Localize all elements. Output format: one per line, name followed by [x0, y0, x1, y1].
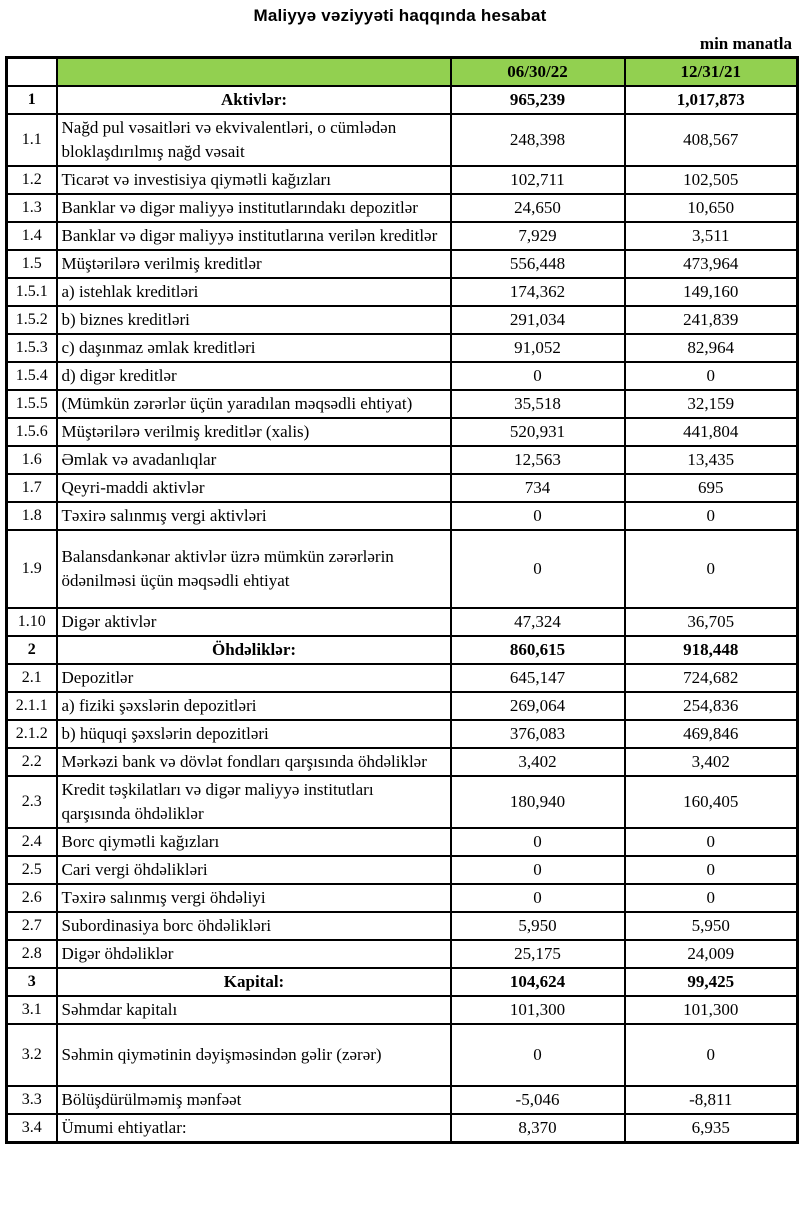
row-label: Ticarət və investisiya qiymətli kağızları [57, 166, 451, 194]
row-label: b) hüquqi şəxslərin depozitləri [57, 720, 451, 748]
table-row [7, 306, 798, 334]
row-label: Təxirə salınmış vergi aktivləri [57, 502, 451, 530]
header-cell-date-current: 06/30/22 [451, 58, 625, 86]
row-value-prior: 5,950 [625, 912, 798, 940]
row-value-current: 734 [451, 474, 625, 502]
row-number: 3 [7, 968, 57, 996]
row-value-current: 174,362 [451, 278, 625, 306]
row-number: 1.1 [7, 114, 57, 166]
row-value-current: 291,034 [451, 306, 625, 334]
row-number: 1.2 [7, 166, 57, 194]
row-value-prior: 32,159 [625, 390, 798, 418]
row-value-current: 645,147 [451, 664, 625, 692]
table-row [7, 166, 798, 194]
row-label: Borc qiymətli kağızları [57, 828, 451, 856]
table-row [7, 828, 798, 856]
row-number: 2.7 [7, 912, 57, 940]
table-body [7, 86, 798, 1143]
row-value-prior: 3,511 [625, 222, 798, 250]
row-label: b) biznes kreditləri [57, 306, 451, 334]
row-value-current: 0 [451, 1024, 625, 1086]
row-label: Nağd pul vəsaitləri və ekvivalentləri, o cümlədən bloklaşdırılmış nağd vəsait [57, 114, 451, 166]
row-value-prior: 24,009 [625, 940, 798, 968]
table-row [7, 1024, 798, 1086]
row-value-current: 102,711 [451, 166, 625, 194]
row-label: c) daşınmaz əmlak kreditləri [57, 334, 451, 362]
row-number: 1.3 [7, 194, 57, 222]
row-value-prior: 0 [625, 362, 798, 390]
row-number: 2.2 [7, 748, 57, 776]
table-row [7, 114, 798, 166]
table-row [7, 334, 798, 362]
section-row [7, 86, 798, 114]
header-cell-label [57, 58, 451, 86]
row-number: 3.1 [7, 996, 57, 1024]
row-value-current: 0 [451, 530, 625, 608]
row-number: 1.6 [7, 446, 57, 474]
table-row [7, 390, 798, 418]
row-value-prior: 0 [625, 530, 798, 608]
row-label: Müştərilərə verilmiş kreditlər (xalis) [57, 418, 451, 446]
row-value-current: 25,175 [451, 940, 625, 968]
page-title: Maliyyə vəziyyəti haqqında hesabat [253, 6, 547, 25]
row-label: Mərkəzi bank və dövlət fondları qarşısında öhdəliklər [57, 748, 451, 776]
row-label: Müştərilərə verilmiş kreditlər [57, 250, 451, 278]
table-row [7, 776, 798, 828]
row-value-prior: 102,505 [625, 166, 798, 194]
table-row [7, 884, 798, 912]
table-row [7, 362, 798, 390]
row-label: d) digər kreditlər [57, 362, 451, 390]
row-value-current: 269,064 [451, 692, 625, 720]
row-label: Ümumi ehtiyatlar: [57, 1114, 451, 1143]
table-row [7, 1086, 798, 1114]
row-label: a) fiziki şəxslərin depozitləri [57, 692, 451, 720]
row-label: Cari vergi öhdəlikləri [57, 856, 451, 884]
row-value-prior: 99,425 [625, 968, 798, 996]
row-value-prior: 473,964 [625, 250, 798, 278]
row-value-prior: 0 [625, 884, 798, 912]
table-row [7, 194, 798, 222]
table-row [7, 912, 798, 940]
row-value-prior: 469,846 [625, 720, 798, 748]
row-label: Öhdəliklər: [57, 636, 451, 664]
row-value-current: 7,929 [451, 222, 625, 250]
header-cell-date-prior: 12/31/21 [625, 58, 798, 86]
table-row [7, 530, 798, 608]
row-value-current: 520,931 [451, 418, 625, 446]
row-value-prior: 36,705 [625, 608, 798, 636]
table-row [7, 720, 798, 748]
row-value-current: 0 [451, 884, 625, 912]
section-row [7, 968, 798, 996]
row-number: 3.2 [7, 1024, 57, 1086]
row-number: 1.4 [7, 222, 57, 250]
row-value-prior: 0 [625, 856, 798, 884]
row-value-prior: 724,682 [625, 664, 798, 692]
row-value-prior: 101,300 [625, 996, 798, 1024]
row-value-current: 180,940 [451, 776, 625, 828]
row-value-prior: 254,836 [625, 692, 798, 720]
row-number: 2.8 [7, 940, 57, 968]
table-row [7, 664, 798, 692]
row-value-current: -5,046 [451, 1086, 625, 1114]
row-number: 3.3 [7, 1086, 57, 1114]
row-value-prior: -8,811 [625, 1086, 798, 1114]
row-value-prior: 918,448 [625, 636, 798, 664]
row-value-current: 376,083 [451, 720, 625, 748]
row-number: 1.10 [7, 608, 57, 636]
row-number: 1.5.2 [7, 306, 57, 334]
row-label: Səhmdar kapitalı [57, 996, 451, 1024]
row-number: 1.9 [7, 530, 57, 608]
row-number: 2.1.1 [7, 692, 57, 720]
table-row [7, 940, 798, 968]
row-number: 3.4 [7, 1114, 57, 1143]
row-value-prior: 241,839 [625, 306, 798, 334]
row-number: 1.7 [7, 474, 57, 502]
table-row [7, 446, 798, 474]
row-value-current: 47,324 [451, 608, 625, 636]
row-label: Digər aktivlər [57, 608, 451, 636]
row-value-current: 965,239 [451, 86, 625, 114]
row-value-current: 0 [451, 828, 625, 856]
row-number: 2 [7, 636, 57, 664]
row-value-prior: 13,435 [625, 446, 798, 474]
row-number: 1.5 [7, 250, 57, 278]
row-value-prior: 10,650 [625, 194, 798, 222]
row-value-prior: 160,405 [625, 776, 798, 828]
table-row [7, 502, 798, 530]
row-value-current: 0 [451, 362, 625, 390]
section-row [7, 636, 798, 664]
table-header-row [7, 58, 798, 86]
row-value-current: 860,615 [451, 636, 625, 664]
financial-position-table [5, 56, 799, 1144]
table-row [7, 996, 798, 1024]
row-number: 2.3 [7, 776, 57, 828]
row-number: 1.8 [7, 502, 57, 530]
table-row [7, 1114, 798, 1143]
row-label: Kapital: [57, 968, 451, 996]
row-value-current: 5,950 [451, 912, 625, 940]
row-value-current: 12,563 [451, 446, 625, 474]
row-value-prior: 0 [625, 1024, 798, 1086]
row-label: Aktivlər: [57, 86, 451, 114]
row-value-prior: 149,160 [625, 278, 798, 306]
row-label: Banklar və digər maliyyə institutlarındakı depozitlər [57, 194, 451, 222]
row-value-current: 24,650 [451, 194, 625, 222]
table-row [7, 608, 798, 636]
row-label: Digər öhdəliklər [57, 940, 451, 968]
table-row [7, 474, 798, 502]
row-number: 2.5 [7, 856, 57, 884]
row-label: Bölüşdürülməmiş mənfəət [57, 1086, 451, 1114]
row-label: a) istehlak kreditləri [57, 278, 451, 306]
row-value-current: 0 [451, 856, 625, 884]
row-value-current: 556,448 [451, 250, 625, 278]
row-value-prior: 0 [625, 828, 798, 856]
row-label: Balansdankənar aktivlər üzrə mümkün zərərlərin ödənilməsi üçün məqsədli ehtiyat [57, 530, 451, 608]
row-value-prior: 3,402 [625, 748, 798, 776]
row-number: 1.5.1 [7, 278, 57, 306]
row-number: 1.5.4 [7, 362, 57, 390]
row-label: Səhmin qiymətinin dəyişməsindən gəlir (zərər) [57, 1024, 451, 1086]
row-value-current: 91,052 [451, 334, 625, 362]
row-number: 1.5.5 [7, 390, 57, 418]
row-value-prior: 408,567 [625, 114, 798, 166]
row-label: Qeyri-maddi aktivlər [57, 474, 451, 502]
row-label: Depozitlər [57, 664, 451, 692]
row-number: 2.1.2 [7, 720, 57, 748]
row-number: 1.5.3 [7, 334, 57, 362]
table-row [7, 692, 798, 720]
table-row [7, 856, 798, 884]
row-number: 2.4 [7, 828, 57, 856]
table-row [7, 222, 798, 250]
row-number: 1.5.6 [7, 418, 57, 446]
header-cell-empty [7, 58, 57, 86]
row-value-prior: 695 [625, 474, 798, 502]
table-row [7, 250, 798, 278]
row-label: (Mümkün zərərlər üçün yaradılan məqsədli ehtiyat) [57, 390, 451, 418]
row-label: Təxirə salınmış vergi öhdəliyi [57, 884, 451, 912]
table-row [7, 418, 798, 446]
row-label: Əmlak və avadanlıqlar [57, 446, 451, 474]
row-value-prior: 0 [625, 502, 798, 530]
unit-note: min manatla [699, 34, 792, 53]
row-label: Subordinasiya borc öhdəlikləri [57, 912, 451, 940]
row-value-current: 248,398 [451, 114, 625, 166]
table-row [7, 278, 798, 306]
row-number: 2.1 [7, 664, 57, 692]
row-value-prior: 1,017,873 [625, 86, 798, 114]
row-value-prior: 82,964 [625, 334, 798, 362]
table-header [7, 58, 798, 86]
row-value-current: 3,402 [451, 748, 625, 776]
row-value-prior: 441,804 [625, 418, 798, 446]
row-label: Kredit təşkilatları və digər maliyyə institutları qarşısında öhdəliklər [57, 776, 451, 828]
row-label: Banklar və digər maliyyə institutlarına verilən kreditlər [57, 222, 451, 250]
row-value-current: 104,624 [451, 968, 625, 996]
row-value-current: 101,300 [451, 996, 625, 1024]
table-row [7, 748, 798, 776]
row-number: 2.6 [7, 884, 57, 912]
row-value-current: 35,518 [451, 390, 625, 418]
row-value-current: 0 [451, 502, 625, 530]
row-value-current: 8,370 [451, 1114, 625, 1143]
row-value-prior: 6,935 [625, 1114, 798, 1143]
row-number: 1 [7, 86, 57, 114]
